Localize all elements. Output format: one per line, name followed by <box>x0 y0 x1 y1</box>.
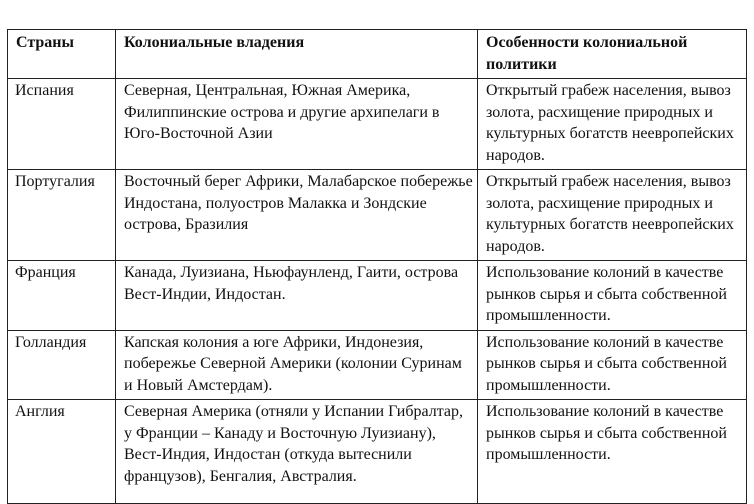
table-row <box>8 261 747 331</box>
table-row <box>8 400 747 504</box>
country-cell: Франция <box>8 261 116 331</box>
country-cell: Португалия <box>8 170 116 261</box>
table-row <box>8 79 747 170</box>
possessions-cell: Капская колония а юге Африки, Индонезия, побережье Северной Америки (колонии Суринам и Новый Амстердам). <box>116 330 478 400</box>
colonial-possessions-table <box>7 29 747 504</box>
header-policy-features: Особенности колониальной политики <box>478 30 747 79</box>
header-countries: Страны <box>8 30 116 79</box>
policy-features-cell: Использование колоний в качестве рынков сырья и сбыта собственной промышленности. <box>478 261 747 331</box>
policy-features-cell: Использование колоний в качестве рынков сырья и сбыта собственной промышленности. <box>478 400 747 504</box>
country-cell: Испания <box>8 79 116 170</box>
possessions-cell: Северная Америка (отняли у Испании Гибралтар, у Франции – Канаду и Восточную Луизиану), Вест-Индия, Индостан (откуда вытеснили французов), Бенгалия, Австралия. <box>116 400 478 504</box>
policy-features-cell: Открытый грабеж населения, вывоз золота, расхищение природных и культурных богатств неевропейских народов. <box>478 170 747 261</box>
table-row <box>8 330 747 400</box>
country-cell: Голландия <box>8 330 116 400</box>
country-cell: Англия <box>8 400 116 504</box>
possessions-cell: Северная, Центральная, Южная Америка, Филиппинские острова и другие архипелаги в Юго-Восточной Азии <box>116 79 478 170</box>
policy-features-cell: Открытый грабеж населения, вывоз золота, расхищение природных и культурных богатств неевропейских народов. <box>478 79 747 170</box>
table-header-row <box>8 30 747 79</box>
possessions-cell: Восточный берег Африки, Малабарское побережье Индостана, полуостров Малакка и Зондские острова, Бразилия <box>116 170 478 261</box>
table-row <box>8 170 747 261</box>
header-possessions: Колониальные владения <box>116 30 478 79</box>
policy-features-cell: Использование колоний в качестве рынков сырья и сбыта собственной промышленности. <box>478 330 747 400</box>
possessions-cell: Канада, Луизиана, Ньюфаунленд, Гаити, острова Вест-Индии, Индостан. <box>116 261 478 331</box>
